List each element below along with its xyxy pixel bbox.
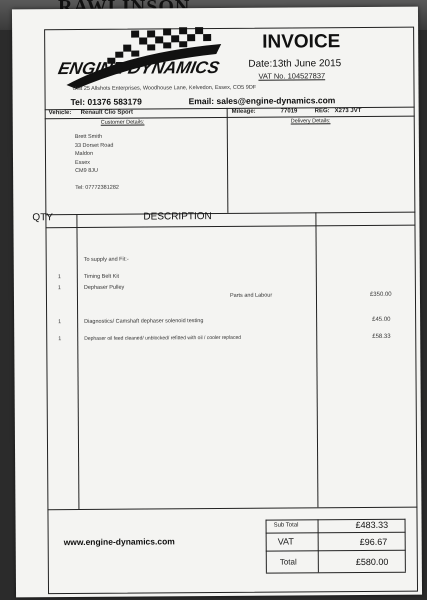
customer-postcode: CM9 8JU	[75, 167, 99, 174]
total-label: Total	[279, 557, 297, 567]
customer-name: Brett Smith	[74, 133, 103, 140]
line-item-amount: £45.00	[372, 316, 391, 323]
customer-town: Maldon	[74, 150, 94, 157]
line-item-description: Parts and Labour	[229, 292, 273, 299]
line-item-description: Dephaser oil feed cleaned/ unblocked/ refitted with oil / cooler replaced	[84, 334, 242, 342]
company-website: www.engine-dynamics.com	[63, 536, 175, 548]
company-email: Email: sales@engine-dynamics.com	[188, 95, 336, 107]
vat-number: VAT No. 104527837	[258, 71, 326, 81]
line-item-qty: 1	[57, 285, 61, 292]
subtotal-value: £483.33	[355, 519, 389, 531]
customer-county: Essex	[75, 159, 91, 166]
invoice-paper	[12, 7, 422, 598]
line-item-qty: 1	[58, 319, 62, 326]
vat-value: £96.67	[359, 536, 388, 548]
delivery-details-heading: Delivery Details:	[290, 118, 331, 125]
reg-label: REG:	[314, 108, 330, 115]
customer-details-heading: Customer Details:	[100, 119, 145, 126]
customer-street: 33 Dorset Road	[74, 142, 114, 149]
invoice-date: Date:13th June 2015	[248, 58, 342, 70]
line-item-qty: 1	[58, 336, 62, 343]
qty-column-header: QTY	[32, 212, 54, 224]
line-item-description: Dephaser Pulley	[83, 284, 125, 291]
line-item-amount: £58.33	[372, 333, 391, 340]
vehicle-label: Vehicle:	[48, 110, 72, 117]
mileage-label: Mileage:	[231, 108, 256, 115]
invoice-title: INVOICE	[262, 31, 341, 53]
line-item-amount: £350.00	[369, 291, 392, 298]
line-item-description: Diagnostics/ Camshaft dephaser solenoid testing	[84, 318, 204, 325]
company-address: Unit 25 Allshots Enterprises, Woodhouse Lane, Kelvedon, Essex, CO5 9DF	[72, 84, 257, 93]
description-column-header: DESCRIPTION	[143, 211, 212, 223]
vehicle-value: Renault Clio Sport	[80, 109, 134, 116]
reg-value: X273 JVT	[334, 107, 362, 115]
line-item-description: Timing Belt Kit	[83, 273, 120, 280]
customer-address-block	[75, 133, 119, 192]
line-item-description: To supply and Fit:-	[83, 256, 129, 263]
company-telephone: Tel: 01376 583179	[70, 96, 142, 108]
total-value: £580.00	[355, 556, 389, 568]
mileage-value: 77019	[280, 108, 298, 115]
subtotal-label: Sub Total	[273, 522, 299, 529]
line-item-qty: 1	[57, 274, 61, 281]
customer-telephone: Tel: 07772381282	[75, 184, 119, 191]
vat-label: VAT	[277, 536, 294, 547]
company-logo-text: ENGINE DYNAMICS	[56, 57, 222, 79]
